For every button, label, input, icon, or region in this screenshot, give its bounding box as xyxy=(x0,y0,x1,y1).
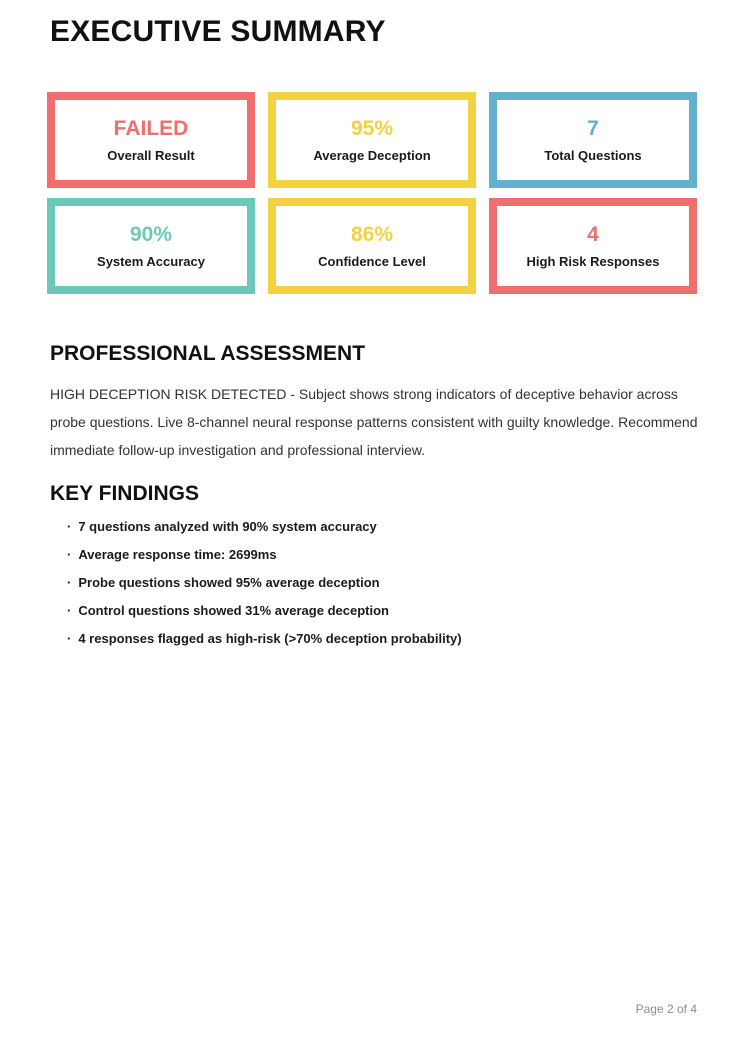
finding-text: 7 questions analyzed with 90% system accuracy xyxy=(78,519,377,534)
finding-item xyxy=(50,630,697,647)
stat-value: 90% xyxy=(129,222,173,246)
finding-text: Average response time: 2699ms xyxy=(78,547,277,562)
stat-card-confidence-level xyxy=(268,198,476,294)
stat-card-system-accuracy xyxy=(47,198,255,294)
page-title: EXECUTIVE SUMMARY xyxy=(50,15,386,48)
bullet-icon: · xyxy=(67,603,72,618)
stat-label: System Accuracy xyxy=(97,253,205,269)
summary-cards-grid xyxy=(47,92,697,294)
stat-card-overall-result xyxy=(47,92,255,188)
finding-text: Control questions showed 31% average deception xyxy=(78,603,389,618)
bullet-icon: · xyxy=(67,631,72,646)
key-findings-heading: KEY FINDINGS xyxy=(50,482,199,505)
page-number: Page 2 of 4 xyxy=(635,1002,697,1016)
bullet-icon: · xyxy=(67,547,72,562)
finding-item xyxy=(50,546,697,563)
finding-text: 4 responses flagged as high-risk (>70% deception probability) xyxy=(78,631,462,646)
stat-card-high-risk-responses xyxy=(489,198,697,294)
finding-text: Probe questions showed 95% average deception xyxy=(78,575,380,590)
stat-value: 86% xyxy=(350,222,394,246)
finding-item xyxy=(50,602,697,619)
bullet-icon: · xyxy=(67,575,72,590)
professional-assessment-body: HIGH DECEPTION RISK DETECTED - Subject shows strong indicators of deceptive behavior across probe questions. Live 8-channel neural response patterns consistent with guilty knowledge. Recommend immediate follow-up investigation and professional interview. xyxy=(50,386,698,458)
stat-value: 7 xyxy=(587,116,599,140)
finding-item xyxy=(50,518,697,535)
stat-label: Average Deception xyxy=(313,147,431,163)
professional-assessment-heading: PROFESSIONAL ASSESSMENT xyxy=(50,342,366,365)
key-findings-list xyxy=(50,518,697,647)
stat-value: 95% xyxy=(350,116,394,140)
finding-item xyxy=(50,574,697,591)
stat-value: FAILED xyxy=(113,116,189,140)
bullet-icon: · xyxy=(67,519,72,534)
stat-card-total-questions xyxy=(489,92,697,188)
stat-label: Overall Result xyxy=(107,147,195,163)
stat-label: High Risk Responses xyxy=(526,253,660,269)
stat-value: 4 xyxy=(587,222,599,246)
stat-label: Confidence Level xyxy=(318,253,426,269)
stat-label: Total Questions xyxy=(544,147,642,163)
stat-card-average-deception xyxy=(268,92,476,188)
